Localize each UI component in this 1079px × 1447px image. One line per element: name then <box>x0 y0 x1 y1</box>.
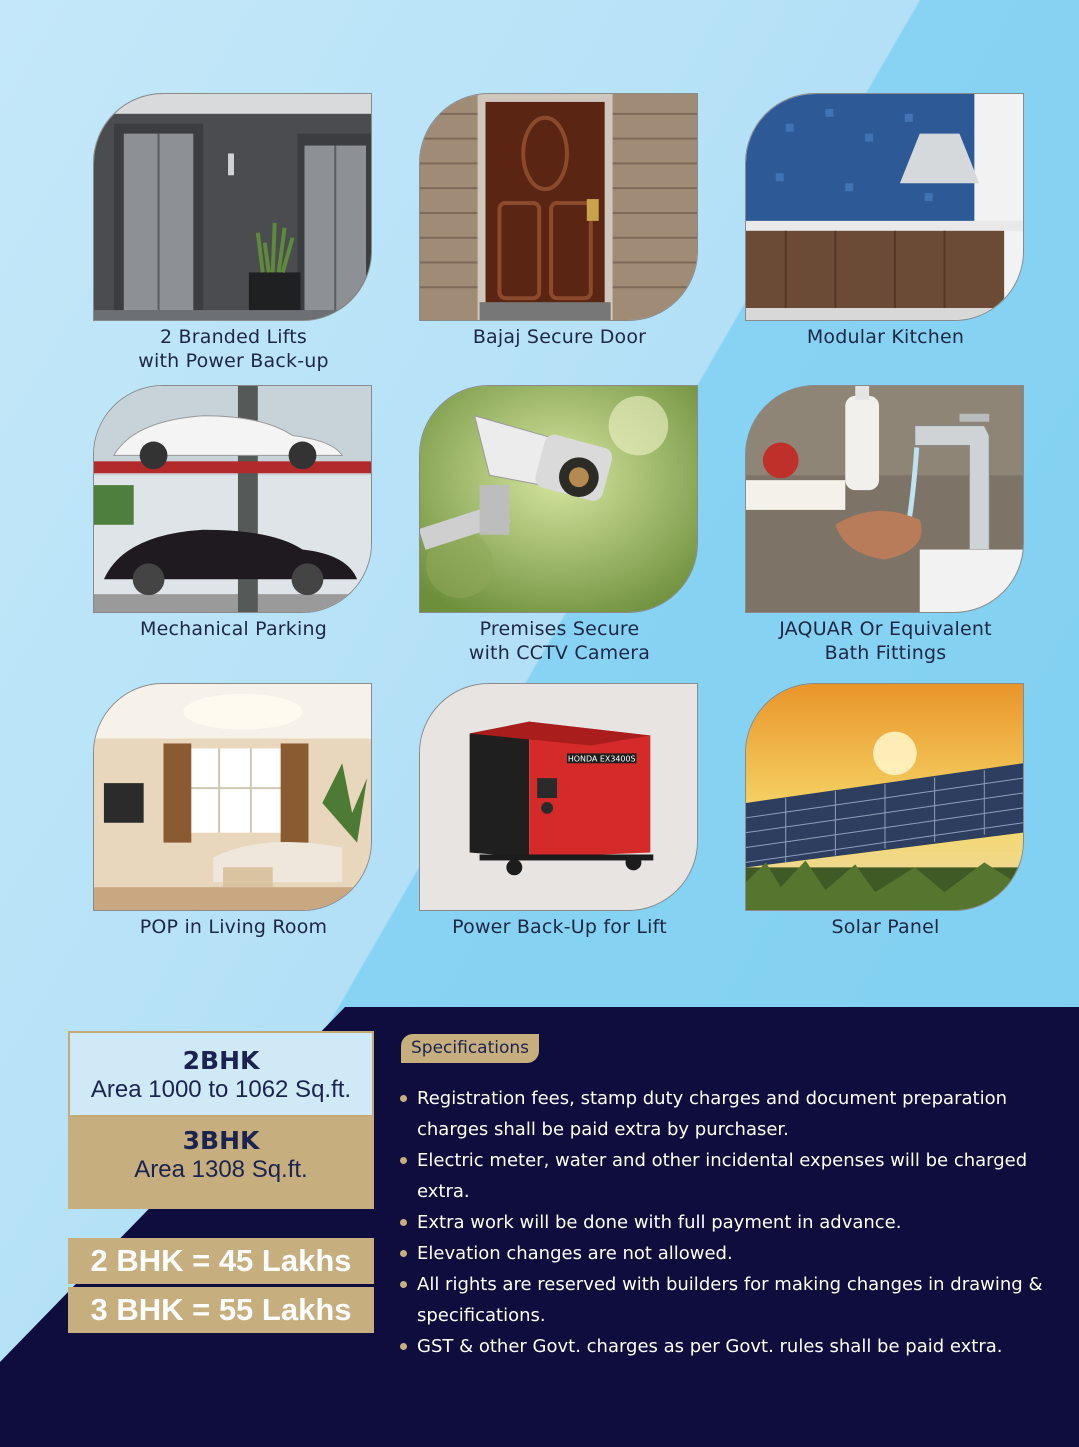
spec-item: All rights are reserved with builders for making changes in drawing & specifications. <box>400 1269 1060 1331</box>
bhk2-area: Area 1000 to 1062 Sq.ft. <box>90 1076 352 1103</box>
living-room-photo <box>93 683 372 911</box>
specifications-label: Specifications <box>401 1034 539 1063</box>
amenity-caption: Mechanical Parking <box>140 618 327 640</box>
bhk3-panel <box>68 1117 374 1209</box>
bhk2-panel <box>68 1031 374 1117</box>
spec-item: Registration fees, stamp duty charges and document preparation charges shall be paid extra by purchaser. <box>400 1083 1060 1145</box>
unit-area-box <box>68 1031 374 1209</box>
amenity-caption: Power Back-Up for Lift <box>452 916 667 938</box>
amenity-caption: POP in Living Room <box>139 916 328 938</box>
amenity-caption: Premises Secure with CCTV Camera <box>468 618 651 664</box>
amenity-solar <box>745 683 1026 939</box>
amenity-caption: JAQUAR Or Equivalent Bath Fittings <box>779 618 992 664</box>
bhk3-area: Area 1308 Sq.ft. <box>134 1156 308 1183</box>
generator-brand-text: HONDA EX3400S <box>567 754 636 764</box>
amenity-kitchen <box>745 93 1026 349</box>
amenity-pop <box>93 683 374 939</box>
spec-item: Extra work will be done with full payment in advance. <box>400 1207 1060 1238</box>
solar-photo <box>745 683 1024 911</box>
amenity-lifts <box>93 93 374 373</box>
generator-photo <box>419 683 698 911</box>
spec-item: Electric meter, water and other incidental expenses will be charged extra. <box>400 1145 1060 1207</box>
amenity-cctv <box>419 385 700 665</box>
bhk2-title: 2BHK <box>182 1046 260 1075</box>
spec-item: GST & other Govt. charges as per Govt. rules shall be paid extra. <box>400 1331 1060 1362</box>
amenity-door <box>419 93 700 349</box>
amenity-caption: Modular Kitchen <box>806 326 965 348</box>
amenity-caption: Solar Panel <box>831 916 940 938</box>
spec-item: Elevation changes are not allowed. <box>400 1238 1060 1269</box>
lifts-photo <box>93 93 372 321</box>
bhk3-title: 3BHK <box>182 1126 260 1155</box>
price-3bhk: 3 BHK = 55 Lakhs <box>68 1287 374 1333</box>
bath-photo <box>745 385 1024 613</box>
door-photo <box>419 93 698 321</box>
price-2bhk: 2 BHK = 45 Lakhs <box>68 1238 374 1284</box>
amenity-caption: Bajaj Secure Door <box>472 326 647 348</box>
amenity-caption: 2 Branded Lifts with Power Back-up <box>138 326 329 372</box>
specifications-list <box>400 1083 1060 1362</box>
amenity-bath <box>745 385 1026 665</box>
cctv-photo <box>419 385 698 613</box>
amenity-parking <box>93 385 374 641</box>
amenity-generator <box>419 683 700 939</box>
parking-photo <box>93 385 372 613</box>
kitchen-photo <box>745 93 1024 321</box>
